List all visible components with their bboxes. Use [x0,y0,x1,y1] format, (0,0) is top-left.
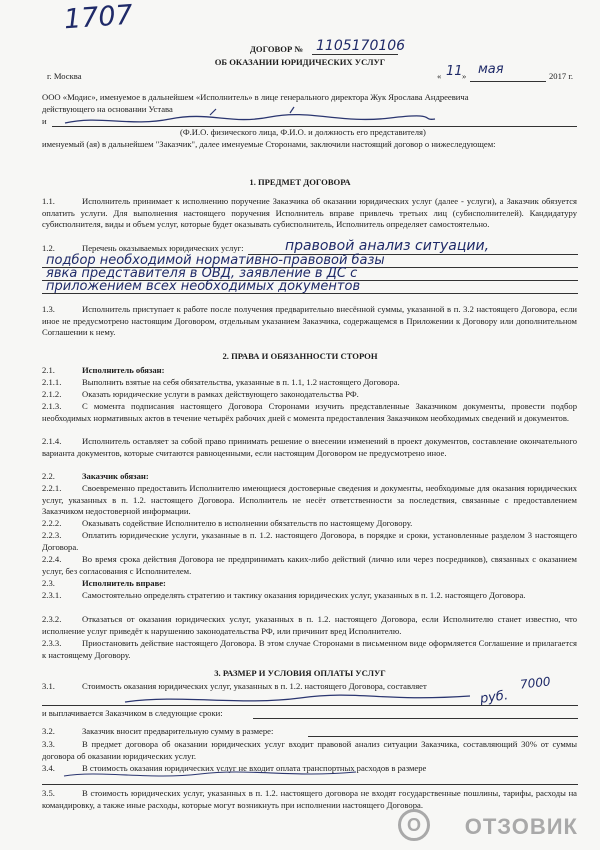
section-3-title: 3. РАЗМЕР И УСЛОВИЯ ОПЛАТЫ УСЛУГ [214,668,386,678]
contract-title: ДОГОВОР № [250,44,303,54]
contract-city: г. Москва [47,71,82,81]
intro-line-2: действующего на основании Устава [42,104,173,114]
p31-text: Стоимость оказания юридических услуг, указанных в п. 1.2. настоящего Договора, составляет [82,681,427,691]
p31b-text: и выплачивается Заказчиком в следующие сроки: [42,708,223,718]
p35-text: В стоимость юридических услуг, указанных в п. 1.2. настоящего договора не входят государственные пошлины, тарифы, расходы на командировку, а также иные расходы, которые могут возникнуть при исполнении настоящего Договора. [42,788,577,810]
p13-text: Исполнитель приступает к работе после получения предварительно внесённой суммы, указанной в п. 3.2 настоящего Договора, если иное не предусмотрено настоящим Договором, отдельным указанием Заказчика, содержащемся в Приложении к Договору или дополнительном Соглашении к нему. [42,304,577,338]
p212-text: Оказать юридические услуги в рамках действующего законодательства РФ. [82,389,359,399]
s23-title: Исполнитель вправе: [82,578,166,588]
p13-number: 1.3. [42,304,55,314]
contract-year: 2017 г. [549,71,574,81]
section-1-title: 1. ПРЕДМЕТ ДОГОВОРА [249,177,351,187]
handwritten-amount-value: 7000 [519,674,552,692]
otzovik-logo-icon: О [398,809,430,841]
handwritten-services-line-1: правовой анализ ситуации, [285,238,490,254]
p231-number: 2.3.1. [42,590,62,600]
p12-number: 1.2. [42,243,55,253]
p232-number: 2.3.2. [42,614,62,624]
s23-number: 2.3. [42,578,55,588]
handwritten-top-number: 1707 [63,0,134,36]
p34-number: 3.4. [42,763,55,773]
p35-number: 3.5. [42,788,55,798]
s22-number: 2.2. [42,471,55,481]
handwritten-contract-number: 1105170106 [316,38,406,54]
intro-line-1: ООО «Модис», именуемое в дальнейшем «Исполнитель» в лице генерального директора Жук Ярослава Андреевича [42,92,469,102]
p11-text: Исполнитель принимает к исполнению поручение Заказчика об оказании юридических услуг (далее - услуги), а Заказчик обязуется оплатить услуги. Для выполнения настоящего поручения Исполнитель вправе привлечь третьих лиц (субисполнителей). Кандидатуру субисполнителя, виды и объем услуг, которые будет оказывать субисполнитель, Исполнитель определяет самостоятельно. [42,196,577,230]
p221-text: Своевременно предоставить Исполнителю имеющиеся достоверные сведения и документы, необходимые для оказания юридических услуг, указанных в п. 1.2. настоящего Договора. Исполнитель не несёт ответственности за последствия, связанные с предоставлением Заказчиком недостоверной информации. [42,483,577,517]
intro-line-3-label: и [42,116,47,126]
p222-number: 2.2.2. [42,518,62,528]
p213-text: С момента подписания настоящего Договора Сторонами изучить представленные Заказчиком документы, провести подбор необходимых нормативных актов в течение четырёх рабочих дней с момента предоставления Заказчиком необходимых сведений и документов. [42,401,577,423]
handwritten-services-line-4: приложением всех необходимых документов [46,279,361,294]
handwritten-services-line-3: явка представителя в ОВД, заявление в ДС с [46,266,358,281]
p212-number: 2.1.2. [42,389,62,399]
p233-text: Приостановить действие настоящего Договора. В этом случае Сторонами в письменном виде оформляется Соглашение и прилагается к настоящему Договору. [42,638,577,660]
p214-text: Исполнитель оставляет за собой право принимать решение о внесении изменений в проект документов, составление окончательного варианта документов, которые считаются равноценными, если настоящим Договором не предусмотрено иное. [42,436,577,458]
p233-number: 2.3.3. [42,638,62,648]
p221-number: 2.2.1. [42,483,62,493]
contract-subtitle: ОБ ОКАЗАНИИ ЮРИДИЧЕСКИХ УСЛУГ [214,57,386,67]
p33-text: В предмет договора об оказании юридических услуг входит правовой анализ ситуации Заказчика, составляющий 30% от суммы договора об оказании юридических услуг. [42,739,577,761]
s22-title: Заказчик обязан: [82,471,149,481]
p224-text: Во время срока действия Договора не предпринимать каких-либо действий (лично или через посредников), связанных с оказанием услуг, без согласования с Исполнителем. [42,554,577,576]
p231-text: Самостоятельно определять стратегию и тактику оказания юридических услуг, указанных в п. 1.2. настоящего Договора. [82,590,526,600]
s21-title: Исполнитель обязан: [82,365,165,375]
p211-text: Выполнить взятые на себя обязательства, указанные в п. 1.1, 1.2 настоящего Договора. [82,377,400,387]
handwritten-amount-currency: руб. [479,688,510,707]
p211-number: 2.1.1. [42,377,62,387]
handwritten-day: 11 [446,64,463,79]
p32-number: 3.2. [42,726,55,736]
otzovik-watermark: ОТЗОВИК [464,814,578,839]
handwritten-services-line-2: подбор необходимой нормативно-правовой базы [46,253,385,268]
handwritten-month: мая [478,62,504,77]
p223-text: Оплатить юридические услуги, указанные в п. 1.2. настоящего Договора, в порядке и сроки, установленные разделом 3 настоящего Договора. [42,530,577,552]
section-2-title: 2. ПРАВА И ОБЯЗАННОСТИ СТОРОН [222,351,378,361]
p213-number: 2.1.3. [42,401,62,411]
p33-number: 3.3. [42,739,55,749]
intro-line-5: именуемый (ая) в дальнейшем "Заказчик", далее именуемые Сторонами, заключили настоящий договор о нижеследующем: [42,139,496,149]
intro-line-4-hint: (Ф.И.О. физического лица, Ф.И.О. и должность его представителя) [180,127,426,137]
p11-number: 1.1. [42,196,55,206]
contract-page: 1707 ДОГОВОР № 1105170106 ОБ ОКАЗАНИИ ЮРИДИЧЕСКИХ УСЛУГ г. Москва « 11 » мая 2017 г. ООО «Модис», именуемое в дальнейшем «Исполнитель» в лице генерального директора Жук Ярослава Андреевича действующего на основании Устава и (Ф.И.О. физического лица, Ф.И.О. и должность его представителя) именуемый (ая) в дальнейшем "Заказчик", далее именуемые Сторонами, заключили настоящий договор о нижеследующем: 1. ПРЕДМЕТ ДОГОВОРА 1.1. Исполнитель принимает к исполнению поручение Заказчика об оказании юридических услуг (далее - услуги), а Заказчик обязуется оплатить услуги. Для выполнения настоящего поручения Исполнитель вправе привлечь третьих лиц (субисполнителей). Кандидатуру субисполнителя, виды и объем услуг, которые будет оказывать субисполнитель, Исполнитель определяет самостоятельно. 1.2. Перечень оказываемых юридических услуг: правовой анализ ситуации, подбор необходимой нормативно-правовой базы явка представителя в ОВД, заявление в ДС с приложением всех необходимых документов 1.3. Исполнитель приступает к работе после получения предварительно внесённой суммы, указанной в п. 3.2 настоящего Договора, если иное не предусмотрено настоящим Договором, отдельным указанием Заказчика, содержащемся в Приложении к Договору или дополнительном Соглашении к нему. 2. ПРАВА И ОБЯЗАННОСТИ СТОРОН 2.1. Исполнитель обязан: 2.1.1. Выполнить взятые на себя обязательства, указанные в п. 1.1, 1.2 настоящего Договора. 2.1.2. Оказать юридические услуги в рамках действующего законодательства РФ. 2.1.3. С момента подписания настоящего Договора Сторонами изучить представленные Заказчиком документы, провести подбор необходимых нормативных актов в течение четырёх рабочих дней с момента предоставления Заказчиком необходимых сведений и документов. 2.1.4. Исполнитель оставляет за собой право принимать решение о внесении изменений в проект документов, составление окончательного варианта документов, которые считаются равноценными, если настоящим Договором не предусмотрено иное. 2.2. Заказчик обязан: 2.2.1. Своевременно предоставить Исполнителю имеющиеся достоверные сведения и документы, необходимые для оказания юридических услуг, указанных в п. 1.2. настоящего Договора. Исполнитель не несёт ответственности за последствия, связанные с предоставлением Заказчиком недостоверной информации. 2.2.2. Оказывать содействие Исполнителю в исполнении обязательств по настоящему Договору. 2.2.3. Оплатить юридические услуги, указанные в п. 1.2. настоящего Договора, в порядке и сроки, установленные разделом 3 настоящего Договора. 2.2.4. Во время срока действия Договора не предпринимать каких-либо действий (лично или через посредников), связанных с оказанием услуг, без согласования с Исполнителем. 2.3. Исполнитель вправе: 2.3.1. Самостоятельно определять стратегию и тактику оказания юридических услуг, указанных в п. 1.2. настоящего Договора. 2.3.2. Отказаться от оказания юридических услуг, указанных в п. 1.2. настоящего Договора, если Исполнителю станет известно, что исполнение услуг приведёт к нарушению законодательства РФ, или причинит вред Исполнителю. 2.3.3. Приостановить действие настоящего Договора. В этом случае Сторонами в письменном виде оформляется Соглашение и прилагается к настоящему Договору. 3. РАЗМЕР И УСЛОВИЯ ОПЛАТЫ УСЛУГ 3.1. Стоимость оказания юридических услуг, указанных в п. 1.2. настоящего Договора, составляет 7000 руб. и выплачивается Заказчиком в следующие сроки: 3.2. Заказчик вносит предварительную сумму в размере: 3.3. В предмет договора об оказании юридических услуг входит правовой анализ ситуации Заказчика, составляющий 30% от суммы договора об оказании юридических услуг. 3.4. В стоимость оказания юридических услуг не входит оплата транспортных расходов в размере 3.5. В стоимость юридических услуг, указанных в п. 1.2. настоящего договора не входят государственные пошлины, тарифы, расходы на командировку, а также иные расходы, которые могут возникнуть при исполнении настоящего Договора. О ОТЗОВИК [0,0,600,850]
s21-number: 2.1. [42,365,55,375]
p31-number: 3.1. [42,681,55,691]
p224-number: 2.2.4. [42,554,62,564]
p214-number: 2.1.4. [42,436,62,446]
p12-label: Перечень оказываемых юридических услуг: [82,243,244,253]
p32-text: Заказчик вносит предварительную сумму в размере: [82,726,274,736]
p222-text: Оказывать содействие Исполнителю в исполнении обязательств по настоящему Договору. [82,518,413,528]
handwritten-underline-scribble [60,762,360,784]
p223-number: 2.2.3. [42,530,62,540]
p34-text: В стоимость оказания юридических услуг не входит оплата транспортных расходов в размере [82,763,427,773]
p232-text: Отказаться от оказания юридических услуг, указанных в п. 1.2. настоящего Договора, если Исполнителю станет известно, что исполнение услуг приведёт к нарушению законодательства РФ, или причинит вред Исполнителю. [42,614,577,636]
